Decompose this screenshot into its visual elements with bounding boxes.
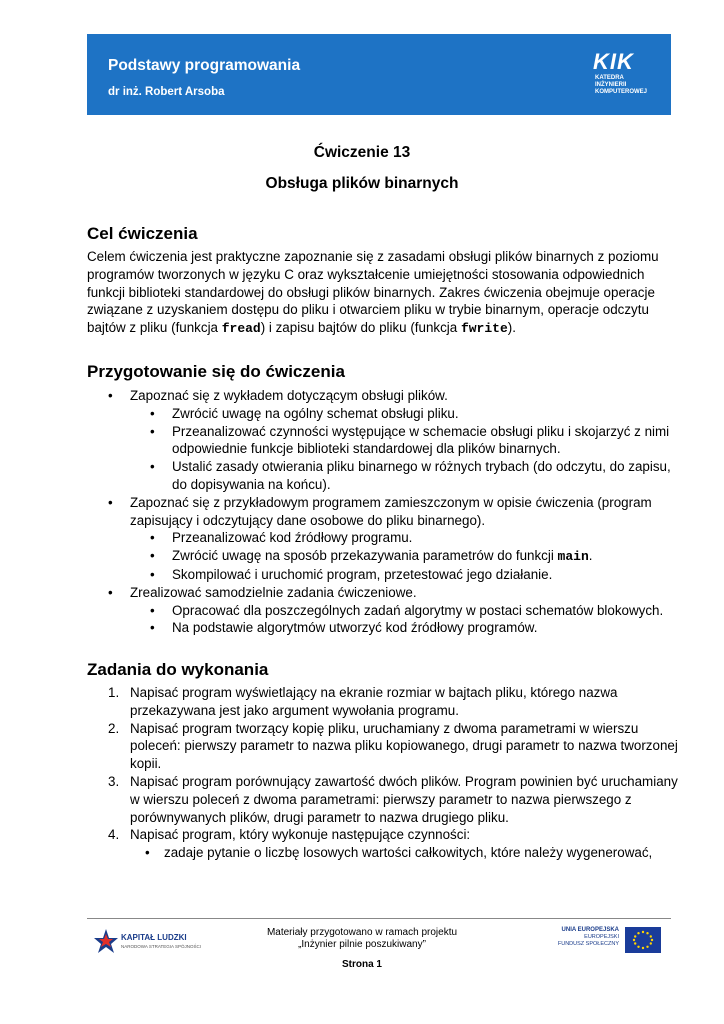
eu-flag-icon (625, 927, 661, 953)
logo-text: KATEDRA INŻYNIERII KOMPUTEROWEJ (595, 75, 648, 95)
list-item: • Przeanalizować czynności występujące w schemacie obsługi pliku i skojarzyć z nimi odpowiednie funkcje biblioteki standardowej dla plików binarnych. (150, 423, 670, 457)
page-number: Strona 1 (341, 959, 382, 970)
goal-paragraph: Celem ćwiczenia jest praktyczne zapoznanie się z zasadami obsługi plików binarnych z poziomu programów tworzonych w języku C oraz wykształcenie umiejętności stosowania odpowiednich funkcji biblioteki standardowej do obsługi plików binarnych. Zakres ćwiczenia obejmuje operacje związane z uzyskaniem dostępu do pliku i otwarciem pliku w trybie binarnym, operacje odczytu bajtów z pliku (funkcja fread) i zapisu bajtów do pliku (funkcja fwrite). (87, 249, 659, 337)
course-title: Podstawy programowania (108, 57, 301, 74)
kl-name: KAPITAŁ LUDZKI (121, 933, 187, 942)
list-item: • Zrealizować samodzielnie zadania ćwiczeniowe. (108, 584, 417, 600)
fread-code: fread (221, 321, 261, 337)
exercise-subject: Obsługa plików binarnych (265, 175, 459, 192)
fwrite-code: fwrite (460, 321, 508, 337)
footer-divider (87, 918, 671, 919)
list-item: • Zwrócić uwagę na sposób przekazywania parametrów do funkcji main. (150, 548, 593, 565)
list-item: • Zapoznać się z przykładowym programem zamieszczonym w opisie ćwiczenia (program zapisujący i odczytujący dane osobowe do pliku binarnego). (108, 494, 652, 528)
tasks-heading: Zadania do wykonania (87, 660, 269, 679)
list-item: • Na podstawie algorytmów utworzyć kod źródłowy programów. (150, 620, 538, 636)
department-logo (593, 51, 655, 103)
list-item: • Ustalić zasady otwierania pliku binarnego w różnych trybach (do odczytu, do zapisu, do dopisywania na końcu). (150, 459, 671, 492)
list-item: • Zapoznać się z wykładem dotyczącym obsługi plików. (108, 388, 448, 403)
main-code: main (557, 549, 589, 565)
eu-logo (555, 927, 665, 957)
tasks-list (0, 684, 724, 862)
exercise-title: Ćwiczenie 13 (313, 144, 411, 161)
list-item: 1. Napisać program wyświetlający na ekranie rozmiar w bajtach pliku, którego nazwa przekazywana jest jako argument wywołania programu. (108, 685, 618, 718)
prep-heading: Przygotowanie się do ćwiczenia (87, 362, 345, 381)
goal-heading: Cel ćwiczenia (87, 224, 198, 243)
prep-list (0, 387, 724, 637)
logo-letters: KIK (593, 49, 634, 74)
list-item: 3. Napisać program porównujący zawartość dwóch plików. Program powinien być uruchamiany w wierszu poleceń z dwoma parametrami: pierwszy parametr to nazwa pierwszego z porównywanych plików, drugi parametr to nazwa drugiego pliku. (108, 773, 678, 825)
list-item: 4. Napisać program, który wykonuje następujące czynności: (108, 827, 471, 843)
author-name: dr inż. Robert Arsoba (108, 86, 225, 98)
star-icon (93, 928, 119, 954)
list-item: • Skompilować i uruchomić program, przetestować jego działanie. (150, 566, 553, 582)
kl-sub: NARODOWA STRATEGIA SPÓJNOŚCI (121, 944, 202, 949)
kapital-ludzki-logo (87, 922, 207, 962)
eu-text: UNIA EUROPEJSKA EUROPEJSKI FUNDUSZ SPOŁECZNY (557, 927, 619, 947)
list-item: 2. Napisać program tworzący kopię pliku, uruchamiany z dwoma parametrami w wierszu poleceń: pierwszy parametr to nazwa pliku kopiowanego, drugi parametr to nazwa tworzonej kopii. (108, 720, 678, 772)
project-note: Materiały przygotowano w ramach projektu „Inżynier pilnie poszukiwany” (266, 927, 458, 950)
list-item: • Zwrócić uwagę na ogólny schemat obsługi pliku. (150, 405, 459, 421)
list-item: • zadaje pytanie o liczbę losowych wartości całkowitych, które należy wygenerować, (145, 845, 653, 861)
header-banner (87, 34, 671, 115)
list-item: • Przeanalizować kod źródłowy programu. (150, 530, 413, 546)
list-item: • Opracować dla poszczególnych zadań algorytmy w postaci schematów blokowych. (150, 602, 664, 618)
